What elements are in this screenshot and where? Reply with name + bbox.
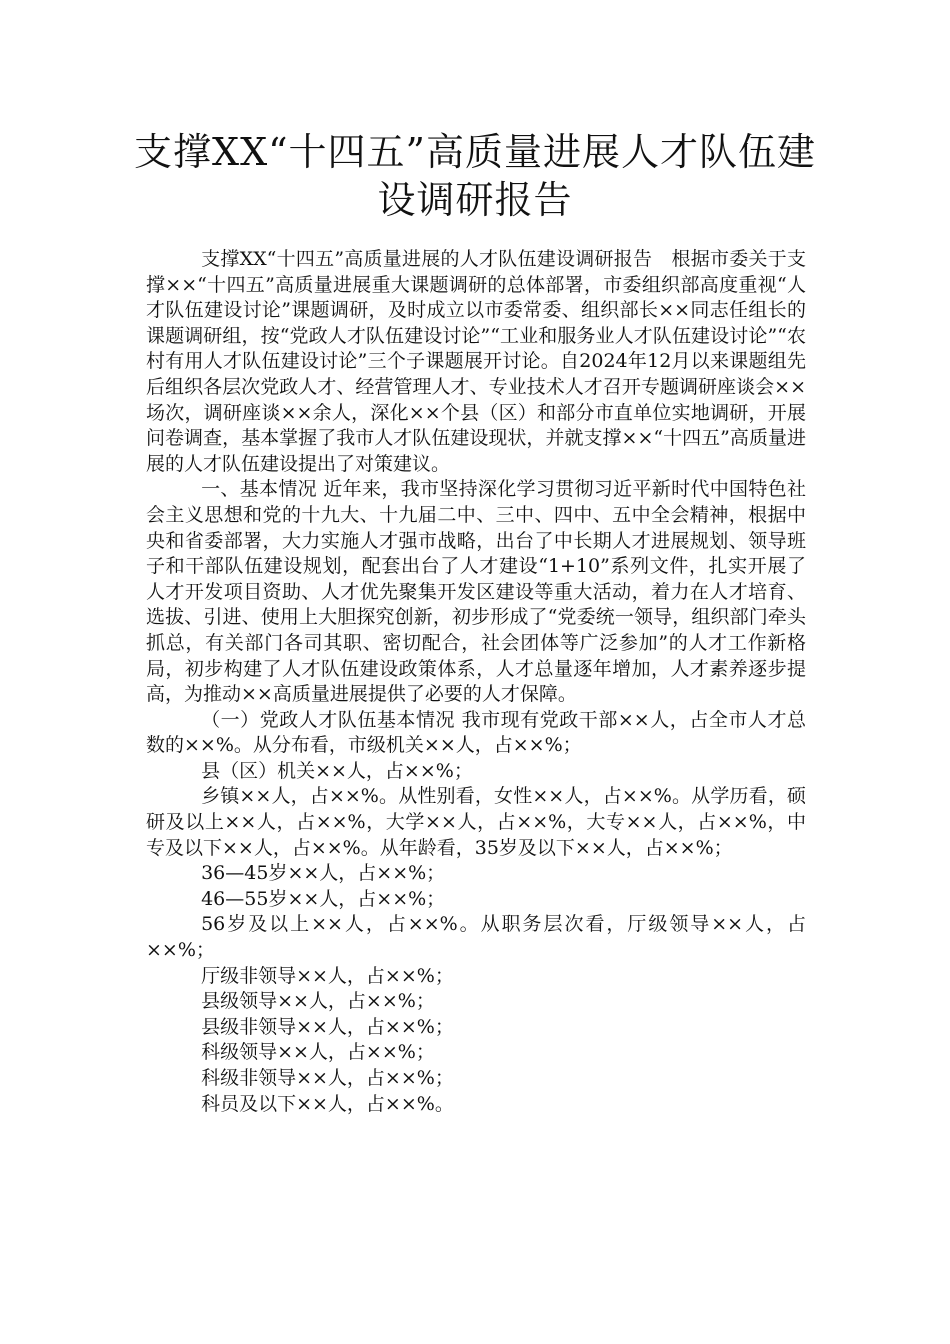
- paragraph-clerk-and-below: 科员及以下××人，占××%。: [201, 1092, 454, 1115]
- paragraph-age-46-55: 46—55岁××人，占××%；: [201, 887, 446, 910]
- paragraph-age-56-plus: 56岁及以上××人，占××%。从职务层次看，厅级领导××人，占××%；: [146, 913, 806, 962]
- title-line-1: 支撑XX“十四五”高质量进展人才队伍建: [134, 130, 816, 174]
- paragraph-party-talent: （一）党政人才队伍基本情况 我市现有党政干部××人，占全市人才总数的××%。从分布看，市级机关××人，占××%；: [146, 708, 806, 757]
- paragraph-age-36-45: 36—45岁××人，占××%；: [201, 862, 446, 885]
- paragraph-bureau-non-leader: 厅级非领导××人，占××%；: [201, 964, 454, 987]
- paragraph-intro: 支撑XX“十四五”高质量进展的人才队伍建设调研报告 根据市委关于支撑××“十四五”高质量进展重大课题调研的总体部署，市委组织部高度重视“人才队伍建设讨论”课题调研，及时成立以市委常委、组织部长××同志任组长的课题调研组，按“党政人才队伍建设讨论”“工业和服务业人才队伍建设讨论”“农村有用人才队伍建设讨论”三个子课题展开讨论。自2024年12月以来课题组先后组织各层次党政人才、经营管理人才、专业技术人才召开专题调研座谈会××场次，调研座谈××余人，深化××个县（区）和部分市直单位实地调研，开展问卷调查，基本掌握了我市人才队伍建设现状，并就支撑××“十四五”高质量进展的人才队伍建设提出了对策建议。: [146, 248, 806, 475]
- paragraph-section-leader: 科级领导××人，占××%；: [201, 1041, 435, 1064]
- paragraph-county-leader: 县级领导××人，占××%；: [201, 990, 435, 1013]
- paragraph-township: 乡镇××人，占××%。从性别看，女性××人，占××%。从学历看，硕研及以上××人，占××%，大学××人，占××%，大专××人，占××%，中专及以下××人，占××%。从年龄看，35岁及以下××人，占××%；: [146, 785, 806, 859]
- paragraph-basic-situation: 一、基本情况 近年来，我市坚持深化学习贯彻习近平新时代中国特色社会主义思想和党的十九大、十九届二中、三中、四中、五中全会精神，根据中央和省委部署，大力实施人才强市战略，出台了中长期人才进展规划、领导班子和干部队伍建设规划，配套出台了人才建设“1+10”系列文件，扎实开展了人才开发项目资助、人才优先聚集开发区建设等重大活动，着力在人才培育、选拔、引进、使用上大胆探究创新，初步形成了“党委统一领导，组织部门牵头抓总，有关部门各司其职、密切配合，社会团体等广泛参加”的人才工作新格局，初步构建了人才队伍建设政策体系，人才总量逐年增加，人才素养逐步提高，为推动××高质量进展提供了必要的人才保障。: [146, 478, 806, 706]
- paragraph-county-non-leader: 县级非领导××人，占××%；: [201, 1015, 454, 1038]
- document-body: [146, 247, 806, 1117]
- paragraph-section-non-leader: 科级非领导××人，占××%；: [201, 1067, 454, 1089]
- title-line-2: 设调研报告: [377, 178, 573, 222]
- document-title: [100, 128, 850, 224]
- paragraph-county-organs: 县（区）机关××人，占××%；: [201, 759, 473, 782]
